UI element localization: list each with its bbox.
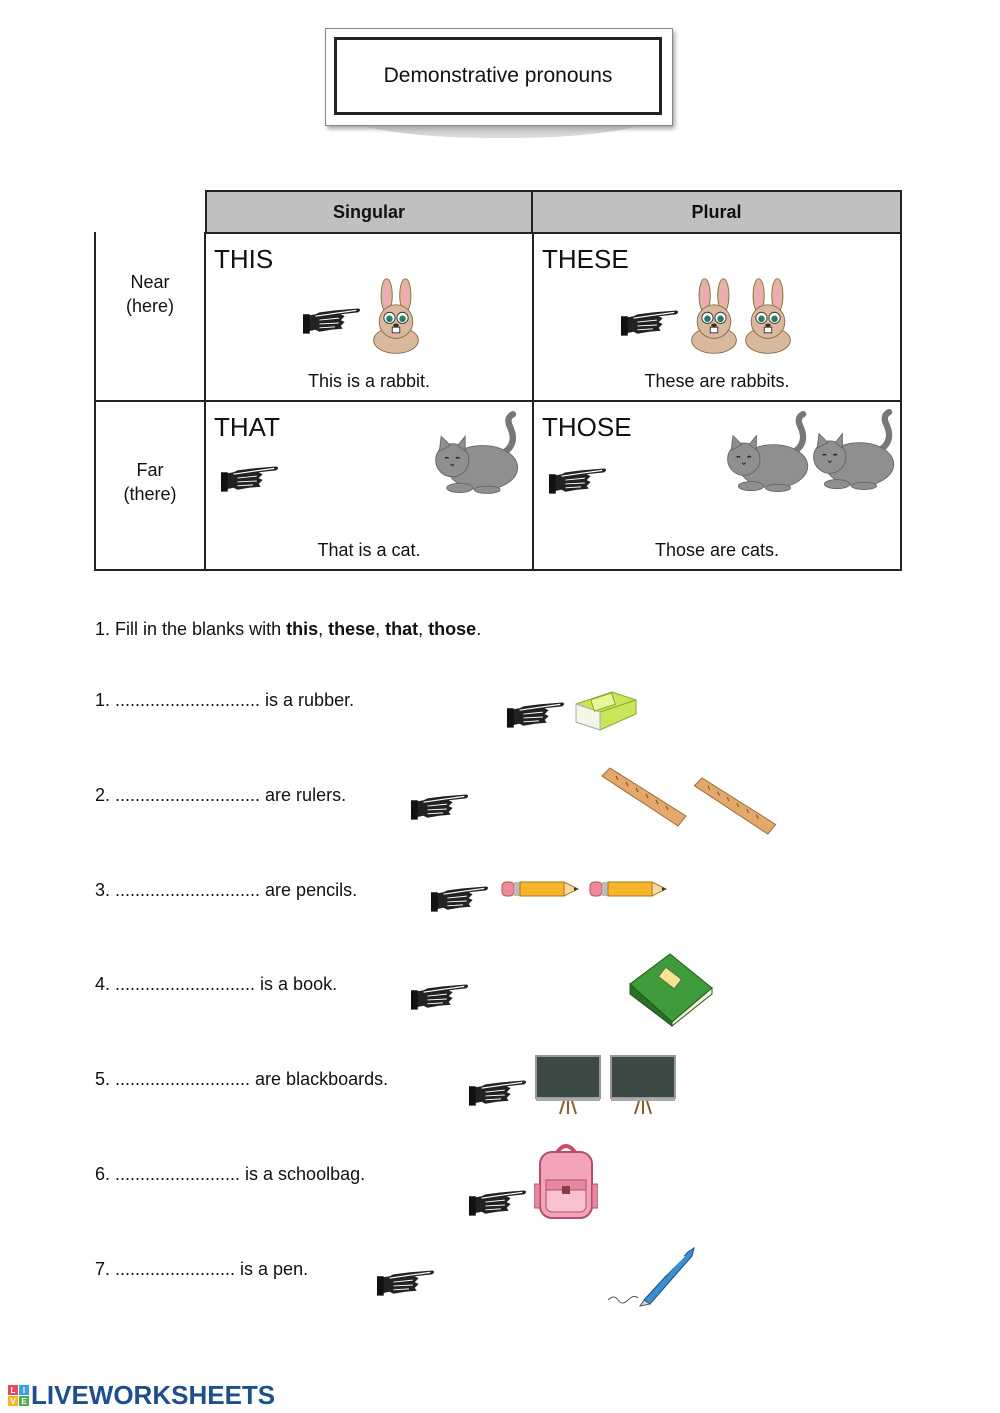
pointing-hand-icon	[548, 462, 610, 502]
exercise-5-text[interactable]: 5. ........................... are blackboards.	[95, 1069, 389, 1089]
row-label-near: Near (here)	[125, 272, 174, 316]
banner-frame	[325, 28, 673, 126]
rabbit-icon	[686, 278, 742, 354]
word-these: THESE	[542, 244, 629, 274]
pencil-icon	[588, 876, 668, 902]
row-label-far: Far (there)	[123, 460, 177, 504]
page-title: Demonstrative pronouns	[334, 37, 662, 115]
header-singular: Singular	[205, 190, 533, 234]
pointing-hand-icon	[506, 696, 568, 736]
word-this: THIS	[214, 244, 274, 274]
brand-name: LIVEWORKSHEETS	[31, 1380, 276, 1410]
rubber-icon	[572, 682, 640, 734]
cell-these	[534, 234, 900, 400]
pointing-hand-icon	[410, 978, 472, 1018]
exercise-3-text[interactable]: 3. ............................. are pencils.	[95, 880, 358, 900]
pointing-hand-icon	[220, 460, 282, 500]
blackboard-icon	[534, 1054, 602, 1116]
cat-icon	[724, 410, 814, 492]
header-plural: Plural	[531, 190, 902, 234]
title-banner	[325, 28, 675, 140]
pointing-hand-icon	[620, 304, 682, 344]
word-those: THOSE	[542, 412, 632, 442]
cat-icon	[810, 406, 900, 492]
pointing-hand-icon	[468, 1184, 530, 1224]
logo-grid-icon: L I V E	[8, 1385, 29, 1406]
pointing-hand-icon	[302, 302, 364, 342]
ruler-icon	[596, 766, 690, 830]
sentence-these: These are rabbits.	[644, 371, 790, 391]
exercise-7-text[interactable]: 7. ........................ is a pen.	[95, 1259, 309, 1279]
exercise-4-text[interactable]: 4. ............................ is a book.	[95, 974, 338, 994]
liveworksheets-logo	[8, 1380, 275, 1411]
pointing-hand-icon	[410, 788, 472, 828]
exercise-1-text[interactable]: 1. ............................. is a rubber.	[95, 690, 355, 710]
cell-those	[534, 402, 900, 569]
pronoun-table	[94, 190, 902, 571]
exercise-2-text[interactable]: 2. ............................. are rulers.	[95, 785, 347, 805]
cat-icon	[432, 410, 524, 494]
cell-this	[206, 234, 532, 400]
exercise-instruction: 1. Fill in the blanks with this, these, that, those.	[95, 619, 482, 639]
rabbit-icon	[368, 278, 424, 354]
pointing-hand-icon	[430, 880, 492, 920]
sentence-that: That is a cat.	[317, 540, 421, 560]
pointing-hand-icon	[376, 1264, 438, 1304]
cell-that	[206, 402, 532, 569]
pointing-hand-icon	[468, 1074, 530, 1114]
word-that: THAT	[214, 412, 280, 442]
schoolbag-icon	[534, 1140, 598, 1224]
exercise-6-text[interactable]: 6. ......................... is a schoolbag.	[95, 1164, 366, 1184]
pen-icon	[606, 1244, 698, 1308]
sentence-those: Those are cats.	[654, 540, 780, 560]
ruler-icon	[688, 776, 780, 838]
blackboard-icon	[608, 1054, 678, 1116]
pencil-icon	[500, 876, 580, 902]
sentence-this: This is a rabbit.	[307, 371, 431, 391]
book-icon	[626, 950, 716, 1028]
rabbit-icon	[740, 278, 796, 354]
